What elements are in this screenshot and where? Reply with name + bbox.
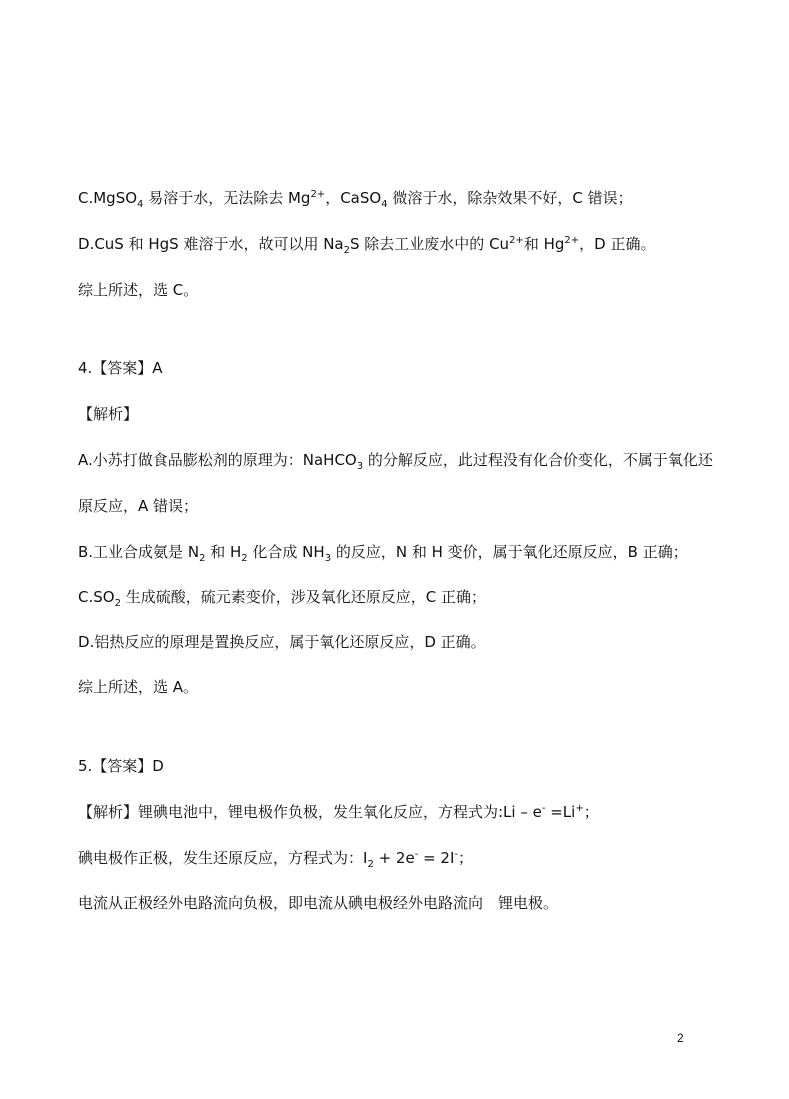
q4-option-d: D.铝热反应的原理是置换反应，属于氧化还原反应，D 正确。: [78, 633, 486, 651]
q3-summary: 综上所述，选 C。: [78, 281, 199, 299]
q4-analysis-heading: 【解析】: [78, 405, 139, 423]
q4-option-b: B.工业合成氨是 $N_2$ 和 $H_2$ 化合成 $NH_3$ 的反应，N 和 H 变价，属于氧化还原反应，B 正确；: [78, 543, 688, 564]
q5-analysis-line1: 【解析】锂碘电池中，锂电极作负极，发生氧化反应，方程式为:Li – e- =Li+；: [78, 803, 599, 821]
q4-option-c: $C.SO_2$ 生成硫酸，硫元素变价，涉及氧化还原反应，C 正确；: [78, 588, 486, 609]
q4-answer: 4.【答案】A: [78, 359, 163, 377]
q4-summary: 综上所述，选 A。: [78, 678, 199, 696]
q4-option-a-line1: A.小苏打做食品膨松剂的原理为：NaHCO$_3$ 的分解反应，此过程没有化合价变化，不属于氧化还: [78, 451, 713, 472]
q5-analysis-line3: 电流从正极经外电路流向负极，即电流从碘电极经外电路流向 锂电极。: [78, 894, 559, 912]
q3-option-d: D.CuS 和 HgS 难溶于水，故可以用 $Na_2S$ 除去工业废水中的 $Cu^{2+}$和 $Hg^{2+}$，D 正确。: [78, 235, 656, 256]
q5-answer: 5.【答案】D: [78, 757, 164, 775]
q5-analysis-line2: 碘电极作正极，发生还原反应，方程式为：$I_2 + 2e^- = 2I^-$；: [78, 849, 474, 870]
page-number: 2: [677, 1031, 684, 1045]
q4-option-a-line2: 原反应，A 错误；: [78, 497, 199, 515]
q3-option-c: C.MgSO$_4$ 易溶于水，无法除去 $Mg^{2+}$，CaSO$_4$ 微溶于水，除杂效果不好，C 错误；: [78, 189, 633, 210]
